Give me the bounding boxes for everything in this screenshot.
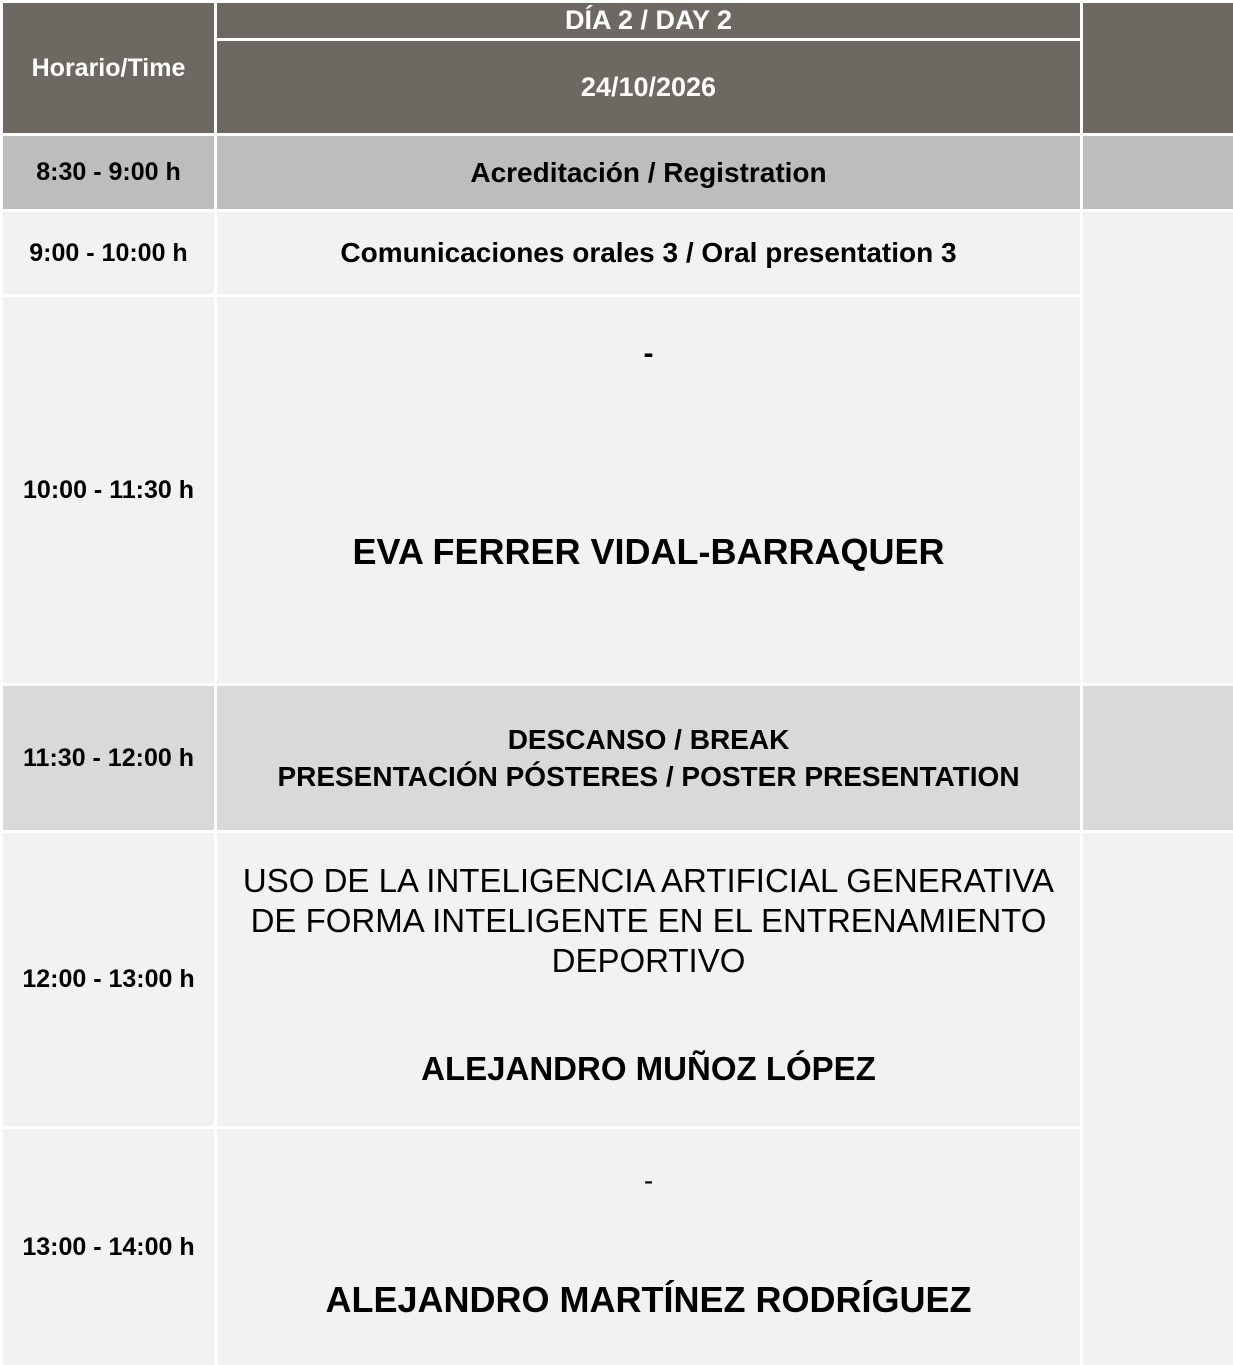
time-cell-oral-presentation	[3, 212, 214, 294]
extra-column-header	[1083, 3, 1233, 133]
speaker-name: EVA FERRER VIDAL-BARRAQUER	[352, 531, 945, 572]
break-title: DESCANSO / BREAK	[507, 724, 790, 755]
speaker-name: ALEJANDRO MARTÍNEZ RODRÍGUEZ	[325, 1279, 972, 1320]
time-label: 11:30 - 12:00 h	[23, 743, 194, 772]
time-label: 12:00 - 13:00 h	[22, 965, 195, 993]
event-title: -	[643, 1165, 654, 1196]
extra-cell-sessions-b	[1083, 833, 1233, 1365]
time-label: 13:00 - 14:00 h	[22, 1232, 195, 1261]
poster-presentation-title: PRESENTACIÓN PÓSTERES / POSTER PRESENTATION	[277, 761, 1020, 792]
time-cell-registration	[3, 136, 214, 209]
talk-title-line-2: DE FORMA INTELIGENTE EN EL ENTRENAMIENTO	[250, 902, 1047, 939]
event-cell-session-2	[217, 833, 1080, 1126]
talk-title-line-3: DEPORTIVO	[551, 942, 746, 979]
date-label: 24/10/2026	[580, 71, 717, 102]
time-cell-session-2	[3, 833, 214, 1126]
speaker-name: ALEJANDRO MUÑOZ LÓPEZ	[421, 1050, 876, 1087]
day-header	[217, 3, 1080, 38]
time-cell-session-3	[3, 1129, 214, 1365]
event-cell-session-3	[217, 1129, 1080, 1365]
time-cell-session-1	[3, 297, 214, 683]
time-label: 9:00 - 10:00 h	[29, 238, 188, 267]
talk-title-line-1: USO DE LA INTELIGENCIA ARTIFICIAL GENERATIVA	[242, 862, 1055, 899]
time-label: 8:30 - 9:00 h	[36, 158, 181, 186]
event-cell-session-1	[217, 297, 1080, 683]
event-cell-break	[217, 686, 1080, 830]
event-title: Comunicaciones orales 3 / Oral presentation 3	[340, 237, 957, 268]
time-cell-break	[3, 686, 214, 830]
extra-cell-sessions-a	[1083, 212, 1233, 683]
time-column-header-label: Horario/Time	[31, 53, 186, 82]
event-cell-oral-presentation	[217, 212, 1080, 294]
time-label: 10:00 - 11:30 h	[23, 475, 194, 504]
time-column-header	[3, 3, 214, 133]
event-title: Acreditación / Registration	[470, 156, 827, 188]
day-header-label: DÍA 2 / DAY 2	[564, 5, 733, 35]
event-title: -	[643, 337, 654, 370]
extra-cell-break	[1083, 686, 1233, 830]
event-cell-registration	[217, 136, 1080, 209]
extra-cell-registration	[1083, 136, 1233, 209]
date-header	[217, 41, 1080, 133]
